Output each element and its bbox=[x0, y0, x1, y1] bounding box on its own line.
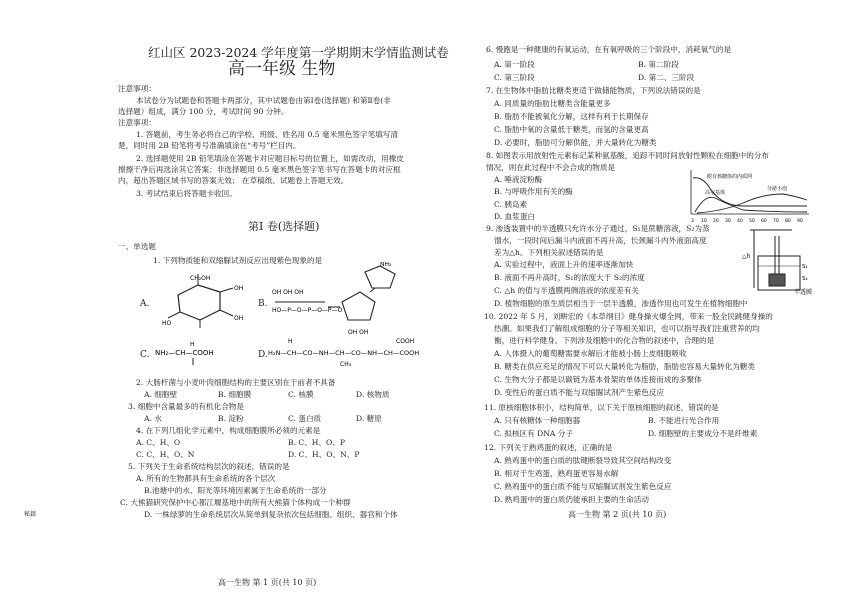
chart-tick: 40 bbox=[737, 219, 743, 224]
q3-option: A. 水 bbox=[144, 414, 162, 423]
q2-option: D. 核物质 bbox=[356, 390, 390, 399]
chart-label: 附有核糖体的内质网 bbox=[707, 174, 753, 180]
q7-option: C. 脂肪中氧的含量低于糖类，而氢的含量更高 bbox=[494, 125, 649, 134]
q3-option: B. 淀粉 bbox=[218, 414, 244, 423]
svg-text:CH₃: CH₃ bbox=[340, 361, 352, 368]
q11-option: A. 只有核糖体一种细胞器 bbox=[494, 416, 581, 425]
q7-option: B. 脂肪不能被氧化分解，这样有利于长期保存 bbox=[494, 112, 649, 121]
s2-label: S₂ bbox=[802, 276, 808, 282]
notice-line: 注意事项： bbox=[118, 118, 156, 127]
question-8-line: 8. 如图表示用放射性元素标记某种氨基酸，追踪不同时间放射性颗粒在细胞中的分布 bbox=[486, 151, 770, 160]
q2-option: A. 细胞壁 bbox=[144, 390, 178, 399]
chart-tick: 90 bbox=[797, 219, 803, 224]
q6-option: C. 第三阶段 bbox=[494, 73, 535, 82]
osmosis-device-image bbox=[742, 226, 822, 296]
question-10-line: 10. 2022 年 5 月，刘畊宏的《本草纲目》健身操火爆全网，带来一股全民跳健身操的 bbox=[484, 312, 773, 321]
notice-heading: 注意事项： bbox=[118, 84, 156, 93]
question-9-line: 9. 渗透装置中的半透膜只允许水分子通过，S₁是蔗糖溶液，S₂为蒸 bbox=[486, 224, 710, 233]
svg-text:H: H bbox=[288, 338, 293, 345]
delta-h-label: △h bbox=[742, 253, 751, 260]
q6-option: A. 第一阶段 bbox=[494, 60, 535, 69]
glucose-structure-image bbox=[158, 270, 253, 330]
q4-option: D. C、H、O、N、P bbox=[288, 450, 360, 459]
membrane-label: 半透膜 bbox=[794, 289, 813, 296]
notice-line: 1. 答题前，考生务必将自己的学校、班级、姓名用 0.5 毫米黑色签字笔填写清 bbox=[136, 130, 398, 139]
question-10-line: 衡，进行科学健身。下列涉及细胞中的化合物的叙述中，合理的是 bbox=[494, 336, 715, 345]
q3-option: C. 蛋白质 bbox=[288, 414, 322, 423]
svg-text:OH: OH bbox=[234, 315, 244, 322]
radioactivity-graph-image bbox=[683, 168, 813, 226]
q10-option: C. 生物大分子都是以碳链为基本骨架的单体连接而成的多聚体 bbox=[494, 375, 702, 384]
page-footer: 高一生物 第 2 页(共 10 页) bbox=[568, 510, 667, 519]
section-title: 第Ⅰ 卷(选择题) bbox=[248, 220, 320, 233]
q2-option: B. 细胞膜 bbox=[218, 390, 252, 399]
tripeptide-structure-image bbox=[268, 335, 443, 371]
amino-acid-structure-image bbox=[155, 338, 225, 368]
question-2: 2. 大肠杆菌与小麦叶肉细胞结构的主要区别在于前者不具备 bbox=[136, 378, 336, 387]
chart-label: 分泌小泡 bbox=[767, 186, 788, 192]
q7-option: D. 必要时，脂肪可分解供能，并大量转化为糖类 bbox=[494, 138, 657, 147]
q9-option: D. 植物细胞的原生质层相当于一层半透膜，渗透作用也可发生在植物细胞中 bbox=[494, 299, 748, 308]
q8-option: C. 胰岛素 bbox=[494, 200, 528, 209]
part-title: 一、单选题 bbox=[118, 242, 156, 251]
q10-option: D. 变性后的蛋白质不能与双缩脲试剂产生紫色反应 bbox=[494, 388, 665, 397]
q6-option: D. 第二、三阶段 bbox=[638, 73, 695, 82]
q12-option: B. 相对于生鸡蛋，熟鸡蛋更容易水解 bbox=[494, 469, 619, 478]
notice-line: 本试卷分为试题卷和答题卡两部分，其中试题卷由第Ⅰ卷(选择题) 和第Ⅱ卷(非 bbox=[136, 96, 391, 105]
svg-text:NH₂—CH—COOH: NH₂—CH—COOH bbox=[155, 349, 214, 357]
notice-line: 擦擦干净后再选涂其它答案；非选择题用 0.5 毫米黑色签字笔书写在答题卡的对应框 bbox=[118, 165, 401, 174]
q9-option: B. 液面不再升高时，S₁的浓度大于 S₂的浓度 bbox=[494, 273, 645, 282]
q5-option: D. 一株绿萝的生命系统层次从简单到复杂依次包括细胞、组织、器官和个体 bbox=[144, 510, 398, 519]
q3-option: D. 糖原 bbox=[356, 414, 382, 423]
svg-text:CH₂OH: CH₂OH bbox=[190, 275, 211, 282]
notice-line: 2. 选择题使用 2B 铅笔填涂在答题卡对应题目标号的位置上，如需改动，用橡皮 bbox=[136, 154, 404, 163]
chart-tick: 80 bbox=[785, 219, 791, 224]
question-9-line: 馏水，一段时间后漏斗内液面不再升高，长颈漏斗内外液面高度 bbox=[494, 236, 707, 245]
q4-option: B. C、H、O、P bbox=[288, 438, 345, 447]
question-1: 1. 下列物质能和双缩脲试剂反应出现紫色现象的是 bbox=[153, 256, 323, 265]
question-8-line: 情况，则在此过程中不会合成的物质是 bbox=[486, 163, 616, 172]
svg-text:HO—P—O—P—O—P—O: HO—P—O—P—O—P—O bbox=[272, 307, 343, 314]
notice-line: 楚，同时用 2B 铅笔将考号准确填涂在“考号”栏目内。 bbox=[118, 141, 301, 150]
s1-label: S₁ bbox=[802, 264, 808, 270]
q2-option: C. 核膜 bbox=[288, 390, 314, 399]
chart-tick: 60 bbox=[761, 219, 767, 224]
q4-option: C. C、H、O、N bbox=[136, 450, 195, 459]
question-10-line: 热潮。如果我们了解组成细胞的分子等相关知识，也可以指导我们注重营养的均 bbox=[494, 324, 760, 333]
svg-text:OH OH OH: OH OH OH bbox=[272, 289, 304, 296]
notice-line: 3. 考试结束后将答题卡收回。 bbox=[136, 189, 237, 198]
q10-option: A. 人体摄入的葡萄糖需要水解后才能被小肠上皮细胞吸收 bbox=[494, 349, 687, 358]
q6-option: B. 第二阶段 bbox=[638, 60, 679, 69]
question-9-line: 差为△h。下列相关叙述错误的是 bbox=[494, 248, 604, 257]
question-6: 6. 慢跑是一种健康的有氧运动，在有氧呼吸的三个阶段中，消耗氧气的是 bbox=[486, 45, 732, 54]
svg-text:COOH: COOH bbox=[396, 338, 415, 345]
chart-tick: 10 bbox=[701, 219, 707, 224]
q9-option: A. 实验过程中，液面上升的速率逐渐加快 bbox=[494, 260, 634, 269]
question-4: 4. 在下列几组化学元素中，构成细胞膜所必须的元素是 bbox=[136, 426, 321, 435]
margin-mark: 秘籍 bbox=[24, 511, 37, 518]
q11-option: C. 拟核区有 DNA 分子 bbox=[494, 429, 573, 438]
q1-option-c: C. bbox=[140, 350, 150, 360]
svg-text:OH: OH bbox=[234, 285, 244, 292]
q4-option: A. C、H、O bbox=[136, 438, 181, 447]
svg-text:HO: HO bbox=[162, 320, 172, 327]
q5-option: A. 所有的生物都具有生命系统的各个层次 bbox=[136, 474, 276, 483]
notice-line: 选择题）组成，满分 100 分，考试时间 90 分钟。 bbox=[118, 107, 289, 116]
chart-tick: 30 bbox=[725, 219, 731, 224]
q8-option: A. 唾液淀粉酶 bbox=[494, 175, 543, 184]
question-5: 5. 下列关于生命系统结构层次的叙述，错误的是 bbox=[128, 462, 290, 471]
q12-option: A. 熟鸡蛋中的蛋白质的肽键断裂导致其空间结构改变 bbox=[494, 456, 672, 465]
q9-option: C. △h 的值与半透膜两侧溶液的浓度差有关 bbox=[494, 286, 640, 295]
atp-structure-image bbox=[270, 262, 410, 342]
q7-option: A. 同质量的脂肪比糖类含能量更多 bbox=[494, 99, 611, 108]
q11-option: D. 细胞壁的主要成分不是纤维素 bbox=[648, 429, 758, 438]
q1-option-d: D. bbox=[258, 350, 268, 360]
chart-tick: 50 bbox=[749, 219, 755, 224]
chart-label: 高尔基体 bbox=[705, 190, 726, 196]
q12-option: D. 熟鸡蛋中的蛋白质仍能承担主要的生命活动 bbox=[494, 495, 649, 504]
q11-option: B. 不能进行光合作用 bbox=[648, 416, 720, 425]
question-11: 11. 原核细胞体积小，结构简单，以下关于原核细胞的叙述，错误的是 bbox=[484, 403, 719, 412]
page-1 bbox=[24, 0, 449, 608]
notice-line: 内，超出答题区域书写的答案无效； 在草稿纸、试题卷上答题无效。 bbox=[118, 176, 349, 185]
svg-text:NH₂: NH₂ bbox=[380, 262, 392, 268]
chart-tick: 20 bbox=[713, 219, 719, 224]
chart-tick: 70 bbox=[773, 219, 779, 224]
question-12: 12. 下列关于熟鸡蛋的叙述，正确的是 bbox=[484, 443, 613, 452]
page-2 bbox=[480, 0, 825, 608]
question-7: 7. 在生物体中脂肪比糖类更适于做储能物质，下列说法错误的是 bbox=[486, 86, 701, 95]
q12-option: C. 熟鸡蛋中的蛋白质不能与双缩脲试剂发生紫色反应 bbox=[494, 482, 672, 491]
q1-option-a: A. bbox=[140, 299, 150, 309]
q1-option-b: B. bbox=[258, 299, 268, 309]
svg-text:H: H bbox=[190, 341, 195, 348]
q8-option: B. 与呼吸作用有关的酶 bbox=[494, 187, 573, 196]
chart-tick: 3 bbox=[691, 219, 694, 224]
page-footer: 高一生物 第 1 页(共 10 页) bbox=[218, 578, 317, 587]
q10-option: B. 糖类在供应充足的情况下可以大量转化为脂肪，脂肪也容易大量转化为糖类 bbox=[494, 362, 755, 371]
exam-subtitle: 高一年级 生物 bbox=[228, 59, 336, 79]
svg-text:H₂N—CH—CO—NH—CH—CO—NH—CH—COOH: H₂N—CH—CO—NH—CH—CO—NH—CH—COOH bbox=[268, 349, 420, 357]
exam-title: 红山区 2023-2024 学年度第一学期期末学情监测试卷 bbox=[148, 45, 449, 60]
svg-text:OH OH: OH OH bbox=[348, 329, 369, 336]
q5-option: C. 大熊猫研究保护中心都江堰基地中的所有大熊猫个体构成一个种群 bbox=[120, 498, 351, 507]
question-3: 3. 细胞中含量最多的有机化合物是 bbox=[128, 402, 244, 411]
q8-option: D. 血浆蛋白 bbox=[494, 212, 536, 221]
q5-option: B.池塘中的水、阳光等环境因素属于生命系统的一部分 bbox=[144, 486, 327, 495]
